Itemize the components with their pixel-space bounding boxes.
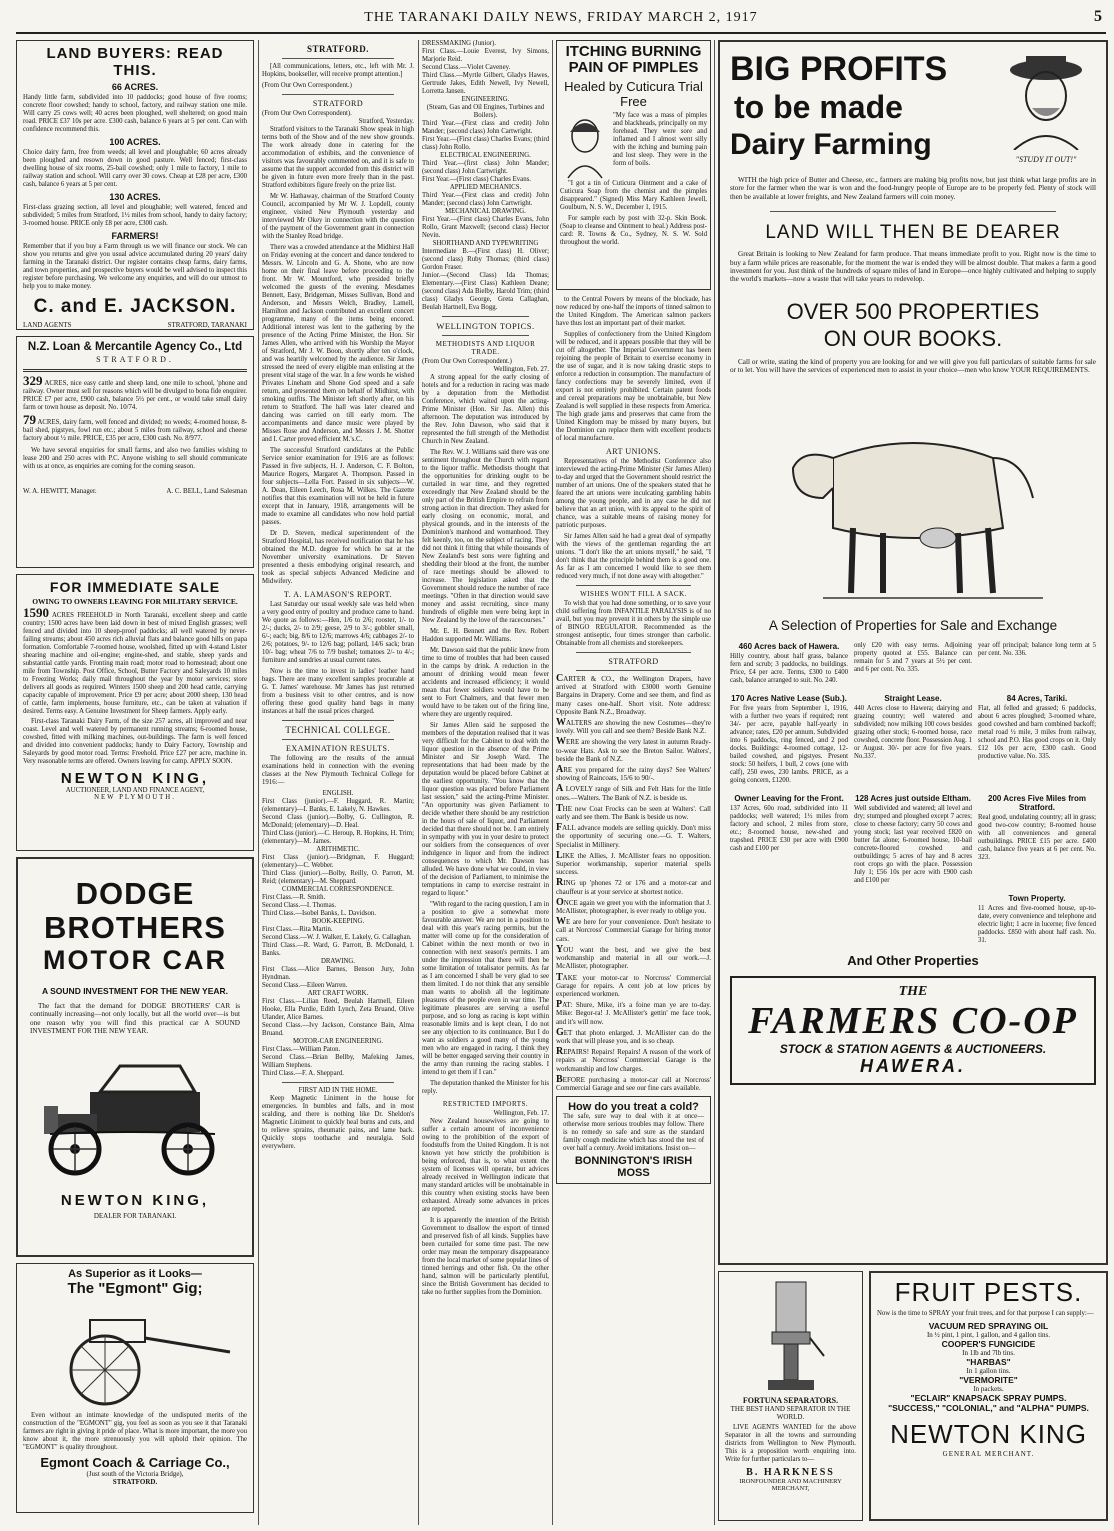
- results-item: Third Year.—(first class) John Mander; (second class) John Cartwright.: [422, 160, 549, 175]
- article-paragraph: "With regard to the racing question, I am in a position to give a somewhat more favourable answer. We are not in a position to deal with this year's racing permits, but the matter will come up for the consideration of Cabinet within the next month or two in connection with next season's permits. I am under the impression that there will then be some limitation of totalisator permits. As far as I am concerned I shall be very glad to see them limited. I do not think that any sensible man wants to abolish all the legitimate pleasures of the people even in war time. The legitimate pleasures are serving a useful purpose, and so long as racing is kept within reasonable limits and is kept clean, I do not see any objection to its continuance. But I do want as soldiers a good many of the young men who are engaged in racing. I think they will be better engaged serving their country in the army than running the racing stables. I intend to get them if I can.": [422, 901, 549, 1076]
- section-subheading: EXAMINATION RESULTS.: [286, 744, 390, 753]
- section-heading: STRATFORD: [312, 99, 364, 108]
- product-note: In ½ pint, 1 pint, 1 gallon, and 4 gallon tins.: [926, 1331, 1051, 1339]
- firm-name: B. HARKNESS: [746, 1467, 835, 1478]
- portrait-illustration: [560, 112, 610, 180]
- results-item: Second Class.—Brian Bellby, Mafeking James, William Stephens.: [262, 1054, 414, 1069]
- article-paragraph: Representatives of the Methodist Conference also interviewed the acting-Prime Minister (Sir James Allen) to-day and urged that the Government should restrict the number of art unions. One of the speakers stated that he feared the art unions were inculcating gambling habits among the young people, and in any case he did not believe that an art union, with its appeal to the spirit of chance, was a suitable means of raising money for patriotic purposes.: [556, 458, 711, 529]
- firm-name: NEWTON KING,: [60, 770, 210, 787]
- logo-text: HAWERA.: [860, 1055, 966, 1076]
- results-heading: ART CRAFT WORK.: [307, 990, 369, 997]
- results-item: Second Class.—Ivy Jackson, Constance Bain, Alma Bruand.: [262, 1022, 414, 1037]
- classified-item: YOU want the best, and we give the best workmanship and material in all our work.—J. McAllister, photographer.: [556, 943, 711, 971]
- article-paragraph: The deputation thanked the Minister for his reply.: [422, 1080, 549, 1095]
- results-item: Third Class.—Myrtle Gilbert, Gladys Hawes, Gertrude Jakes, Edith Newell, Ivy Newell, Lorretta Jansen.: [422, 72, 549, 95]
- column-2: [262, 40, 414, 1525]
- ad-body: Now is the time to SPRAY your fruit trees, and for that purpose I can supply:—: [877, 1310, 1094, 1317]
- results-heading: ELECTRICAL ENGINEERING.: [440, 152, 531, 159]
- ad-subheadline: OVER 500 PROPERTIES ON OUR BOOKS.: [786, 298, 1040, 351]
- classified-item: GET that photo enlarged. J. McAllister can do the work that will please you, and is so cheap.: [556, 1026, 711, 1045]
- firm-town: STRATFORD.: [112, 1478, 158, 1486]
- firm-role: GENERAL MERCHANT.: [942, 1450, 1035, 1458]
- results-heading: ARITHMETIC.: [316, 846, 360, 853]
- lot-heading: FARMERS!: [111, 231, 159, 241]
- section-heading: TECHNICAL COLLEGE.: [285, 725, 391, 735]
- results-heading: FIRST AID IN THE HOME.: [298, 1087, 378, 1094]
- classified-item: WERE are showing the very latest in autumn Ready-to-wear Hats. Ask to see the Breton Sailor. Walters', beside the Bank of N.Z.: [556, 736, 711, 763]
- page-number: 5: [1094, 8, 1102, 25]
- ad-land-agents: [718, 40, 1108, 1265]
- ad-subheadline: THE BEST HAND SEPARATOR IN THE WORLD.: [730, 1405, 851, 1421]
- property-item: [854, 691, 972, 785]
- property-item: [730, 891, 848, 945]
- property-text: Hilly country, about half grass, balance fern and scrub; 3 paddocks, no buildings. Price, £4 per acre. Terms, £300 to £400 cash, balance arranged to suit. No. 240.: [730, 652, 848, 684]
- article-paragraph: The following are the results of the annual examinations held in connection with the evening classes at the New Plymouth Technical College for 1916:—: [262, 755, 414, 786]
- results-item: Intermediate B.—(First class) H. Oliver; (second class) Ruby Thomas; (third class) Gordon Fraser.: [422, 248, 549, 271]
- property-title: 460 Acres back of Hawera.: [738, 641, 840, 651]
- property-text: 11 Acres and five-roomed house, up-to-date, every convenience and telephone and electric light; 1 acre in lucerne; five fenced paddocks. £850 with about half cash. No. 31.: [978, 904, 1096, 944]
- lot-text: ACRES, nice easy cattle and sheep land, one mile to school, 'phone and railway. Owner must sell for reasons which will be divulged to bona fide enquirer. PRICE £7 per acre, £900 cash, balance 5½ per cent., or would take small dairy farm or town house as deposit. No. 10/74.: [23, 380, 247, 411]
- lot-heading: 66 ACRES.: [111, 82, 159, 92]
- dodge-logo: DODGE BROTHERS: [44, 876, 226, 945]
- lot-text: ACRES FREEHOLD in North Taranaki, excellent sheep and cattle country; 1500 acres have been laid down in best of mixed English grasses; well fenced and divided into 10 sheep-proof paddocks; all well watered by never-failing streams; about 450 acres rich alluvial flats and balance good hills on papa formation. Comfortable 7-roomed house, woolshed, fitted up with 4-stand Lister shearing machine and oil-engine; engine-shed, and stable, sheep yards and substantial cattle yards. Fronting main road; motor road to homestead; about one mile from Township. Post Office, School, Butter Factory and Saleyards 10 miles to Freezing Works; daily mail throughout the year by motor services; store delivers all goods as required. Winters 1500 sheep and 200 head cattle, carrying capacity capable of improvement. Price £9 per acre; about 2000 sheep, 130 head of cattle, farm implements, house furniture, etc., can be taken at valuation if desired. Terms easy. A Genuine Investment for Sheep farmers. Apply early.: [23, 612, 247, 715]
- property-text: year off principal; balance long term at 5 per cent. No. 336.: [978, 641, 1096, 657]
- article-paragraph: Dr D. Steven, medical superintendent of the Stratford Hospital, has received notification that he has obtained the M.D. degree for which he sat at the November university examinations. Dr Steven presented a thesis embodying original research, and took as special subjects Advanced Medicine and Midwifery.: [262, 530, 414, 585]
- woman-portrait-icon: [560, 112, 610, 180]
- logo-text: FARMERS CO-OP: [748, 999, 1078, 1042]
- results-item: First Year.—(First class) Charles Evans; (third class) John Rollo.: [422, 136, 549, 151]
- property-text: Real good, undulating country; all in grass; good two-cow country; 8-roomed house with all conveniences and general outbuildings. PRICE £15 per acre. £400 cash, balance five years at 6 per cent. No. 323.: [978, 813, 1096, 861]
- ad-headline: How do you treat a cold?: [568, 1101, 699, 1114]
- results-heading: APPLIED MECHANICS.: [449, 184, 522, 191]
- ad-cuticura: [556, 40, 711, 290]
- article-paragraph: Sir James Allen said he supposed the members of the deputation realised that it was very difficult for the Cabinet to deal with the liquor question in the absence of the Prime Minister and Sir Joseph Ward. The representations that had been made by the deputation would be placed before Cabinet at the earliest opportunity. "You know that the liquor question was placed before Parliament last session," said the acting-Prime Minister. "An opportunity was given Parliament to decide whether there should be any restriction in the hours of sale of liquor, and Parliament decided that there should not be. I am entirely in sympathy with you in your desire to protect our soldiers from the consequences of over indulgence in liquor and from the indirect consequences to which Mr. Dawson has alluded. We have done what we could, in view of the decision of Parliament, to minimise the temptations in camp to exercise restraint in regard to liquor.": [422, 722, 549, 897]
- ad-body: For sample each by post with 32-p. Skin Book. (Soap to cleanse and Ointment to heal.) Address post-card: R. Towns & Co., Sydney, N. S. W. Sold throughout the world.: [560, 215, 707, 246]
- property-title: Town Property.: [1008, 893, 1066, 903]
- article-paragraph: To wish that you had done something, or to save your child suffering from INFANTILE PARALYSIS is of no avail, but you may prevent it in others by the simple use of BINGO REGULATOR. Recommended as the strongest antiseptic, four times stronger than carbolic. Obtainable from all chemists and storekeepers.: [556, 600, 711, 647]
- article-paragraph: Mr. Dawson said that the public knew from time to time of troubles that had been caused in the camps by drink. A reduction in the amount of drinking would mean fewer accidents and increased efficiency; it would mean that fewer soldiers would have to be sent to Fort Chalmers, and that fewer men would have to be taken out of the firing line, where they are urgently required.: [422, 647, 549, 718]
- property-title: 200 Acres Five Miles from Stratford.: [988, 793, 1086, 812]
- classified-item: A LOVELY range of Silk and Felt Hats for the little ones.—Walters. The Bank of N.Z. is beside us.: [556, 783, 711, 802]
- byline: (From Our Own Correspondent).: [262, 110, 352, 117]
- results-item: Third Class.—F. A. Sheppard.: [262, 1070, 344, 1077]
- property-title: 128 Acres just outside Eltham.: [855, 793, 971, 803]
- lot-text: First-class Taranaki Dairy Farm, of the size 257 acres, all improved and near coast. Level and well watered by permanent running streams; 6-roomed house, cowshed, fitted with milking machines, out-buildings. The farm is well fenced and divided into convenient paddocks; handy to Dairy Factory, Township and Saleyards by good motor road. Terms: Freehold. Price £27 per acre, machine in. Very reasonable terms are offered. Owners leaving for camp. APPLY SOON.: [23, 718, 247, 765]
- results-heading: SHORTHAND AND TYPEWRITING: [432, 240, 539, 247]
- property-item: [854, 791, 972, 885]
- lot-heading: 100 ACRES.: [109, 137, 161, 147]
- article-paragraph: The successful Stratford candidates at the Public Service senior examination for 1916 are as follows: Passed in five subjects, H. J. Anderson, C. F. Bolton, Maurice Rogers, Margaret A. Thompson. Passed in four subjects—Lella Fort. Passed in six subjects—W. A. Dean, Eileen Leech, Rosa M. Wilkes. The Gazette notifies that this examination will not be held in future except that in January, 1918, arrangements will be made to examine all candidates who now hold partial passes.: [262, 447, 414, 526]
- article-paragraph: Keep Magnetic Liniment in the house for emergencies. In bumbles and falls, and in most scalding, and there is nothing like Dr. Sheldon's Magnetic Liniment to quickly heal burns and cuts, and to relieve sprains, rheumatic pains, and lame back. Quickly stops toothache and neuralgia. Sold everywhere.: [262, 1095, 414, 1150]
- newspaper-title: THE TARANAKI DAILY NEWS, FRIDAY MARCH 2, 1917: [364, 10, 758, 25]
- product-note: In 1lb and 7lb tins.: [962, 1349, 1015, 1357]
- ad-headline: FORTUNA SEPARATORS.: [742, 1396, 839, 1405]
- results-heading: COMMERCIAL CORRESPONDENCE.: [282, 886, 394, 893]
- results-item: Third Class (junior).—C. Heroup, R. Hopkins, H. Trim; (elementary)—M. James.: [262, 830, 414, 845]
- property-item: [978, 691, 1096, 785]
- results-list: [262, 790, 414, 1151]
- notice-text: [All communications, letters, etc., left with Mr. J. Hopkins, bookseller, will receive prompt attention.]: [262, 63, 414, 78]
- classified-item: WE are here for your convenience. Don't hesitate to call at Norcross' Commercial Garage for hiring motor cars.: [556, 916, 711, 943]
- lot-text: ACRES, dairy farm, well fenced and divided; no weeds; 4-roomed house, 8-bail shed, pigstyes, fowl run etc.; about 5 miles from railway, school and cheese factory about ½ mile. PRICE, £35 per acre, £300 cash. No. 8/977.: [23, 419, 247, 442]
- illustration-caption: "STUDY IT OUT!": [1015, 155, 1077, 164]
- results-item: Second Class.—Eileen Warren.: [262, 982, 348, 989]
- ad-headline-3: Dairy Farming: [730, 128, 932, 161]
- ad-body: WITH the high price of Butter and Cheese, etc., farmers are making big profits now, but just think what large profits are in store for the farmer when the war is won and the food-hungry people of Europe are to be properly fed. Plenty of stock will then be available at lower freights, and New Zealand farmers will coin money.: [730, 176, 1096, 201]
- results-item: First Year.—(First class) Charles Evans, John Rollo, Grant Maxwell; (second class) Hector Nevin.: [422, 216, 549, 239]
- gig-illustration: [23, 1297, 247, 1412]
- classified-item: FALL advance models are selling quickly. Don't miss the opportunity of securing one.—G. T. Walters, Specialist in Millinery.: [556, 822, 711, 849]
- results-item: Third Class.—Isobel Banks, L. Davidson.: [262, 910, 377, 917]
- property-text: only £20 with easy terms. Adjoining property quoted at £55. Balance can remain for 5 and 7 years at 5½ per cent. and 6 per cent. No. 335.: [854, 641, 972, 673]
- article-paragraph: A strong appeal for the early closing of hotels and for a reduction in racing was made by a deputation from the Methodist Conference, which waited upon the acting-Prime Minister (Hon. Sir Jas. Allen) this afternoon. The deputation was introduced by the Rev. John Dawson, who said that it represented the full strength of the Methodist Church in New Zealand.: [422, 374, 549, 445]
- lot-number: 329: [23, 373, 43, 388]
- property-item: [978, 891, 1096, 945]
- car-icon: [30, 1044, 240, 1184]
- ad-headline-2: to be made: [734, 89, 903, 125]
- ad-body: Even without an intimate knowledge of the undisputed merits of the construction of the "EGMONT" gig, you feel as soon as you see it that Taranaki farmers are right in giving it pride of place. What is more important, the more you know about it, the more strenuously you will uphold their opinion. The "EGMONT" is quality throughout.: [23, 1412, 247, 1451]
- classified-item: BEFORE purchasing a motor-car call at Norcross' Commercial Garage and see our fine cars available.: [556, 1073, 711, 1092]
- results-heading: MOTOR-CAR ENGINEERING.: [292, 1038, 384, 1045]
- ad-jackson: [16, 40, 254, 330]
- property-item: [854, 891, 972, 945]
- results-heading: ENGLISH.: [322, 790, 354, 797]
- results-item: First Class.—Rita Martin.: [262, 926, 333, 933]
- lot-text: Handy little farm, subdivided into 10 paddocks; good house of five rooms; concrete floor cowshed; handy to school, factory, and railway station one mile. Will carry 25 cows well; 40 acres been ploughed, well sheltered; on good main road. PRICE £37 10s per acre. £300 cash, balance 6 years at 5 per cent. Can with confidence recommend this.: [23, 94, 247, 133]
- property-item: [730, 639, 848, 685]
- separator-icon: [756, 1276, 826, 1394]
- property-item: [854, 639, 972, 685]
- results-item: Second Class.—W. J. Walker, E. Lakely, G. Callaghan.: [262, 934, 412, 941]
- lot-number: 79: [23, 412, 36, 427]
- product-item: "HARBAS": [966, 1357, 1011, 1367]
- results-item: First Class (junior).—Bridgman, F. Huggard; (elementary)—C. Webber.: [262, 854, 414, 869]
- salesman-name: A. C. BELL, Land Salesman: [166, 487, 247, 495]
- article-paragraph: Supplies of confectionery from the United Kingdom will be reduced, and it appears possible that they will be cut off altogether. The Imperial Government has been rejoining the people of Britain to exercise economy in the use of sugar, and it is now taking drastic steps to enforce a reduction in consumption. The manufacture of fancy confections may be severely limited, even if export is not entirely prohibited. Certain patent foods and cereal preparations may be unobtainable, but New Zealand is well supplied in these respects from America. The high grade jams and preserves that came from the United Kingdom may be missed by many buyers, but the Dominion can replace them with excellent products of local manufacture.: [556, 331, 711, 442]
- results-item: Second Class.—Violet Caveney.: [422, 64, 511, 71]
- classified-item: WALTERS are showing the new Costumes—they're lovely. Will you call and see them? Beside Bank N.Z.: [556, 717, 711, 736]
- results-item: First Class.—R. Smith.: [262, 894, 326, 901]
- column-3: [422, 40, 549, 1525]
- farmer-portrait-icon: [996, 50, 1096, 150]
- product-item: "ECLAIR" KNAPSACK SPRAY PUMPS.: [910, 1393, 1067, 1403]
- property-item: [978, 791, 1096, 885]
- firm-address: (Just south of the Victoria Bridge),: [86, 1470, 184, 1478]
- firm-role: LAND AGENTS: [23, 321, 72, 329]
- results-item: First Class.—Alice Barnes, Benson Jury, John Hyndman.: [262, 966, 414, 981]
- ad-nz-loan: [16, 336, 254, 568]
- ad-subheadline: Healed by Cuticura Trial Free: [564, 79, 703, 109]
- results-item: First Class.—Lilian Reed, Beulah Hartnell, Eileen Hooke, Ella Purdie, Edith Lynch, Zeta Bruand, Olive Ulander, Alice Barnes.: [262, 998, 414, 1021]
- article-paragraph: Stratford visitors to the Taranaki Show speak in high terms both of the Show and of the new show grounds. The work already done in catering for the accommodation of exhibits, and the convenience of visitors was favourably commented on, and it is safe to assume that the support accorded from this district will be given in future even more freely than in the past. Stratford exhibitors figure freely on the prize list.: [262, 126, 414, 189]
- product-note: In 1 gallon tins.: [966, 1367, 1011, 1375]
- ad-body: LIVE AGENTS WANTED for the above Separator in all the towns and surrounding districts from Wellington to New Plymouth. This is a proposition worth enquiring into. Write for further particulars to—: [725, 1424, 856, 1463]
- property-text: For five years from September 1, 1916, with a further two years if required; rent 34/- per acre, payable half-yearly in advance; rates, £20 per annum. Subdivided into 6 paddocks, ring fenced, and 2 pod docks. Buildings: 4-roomed cottage, 12-bailed cowshed, and pigstyes. Present stock: 50 heifers, 1 bull, 2 cows (one with calf), 250 ewes, 230 lambs. PRICE, as a going concern, £1200.: [730, 704, 848, 784]
- results-item: Third Year.—(First class and credit) John Mander; (second class) John Cartwright.: [422, 120, 549, 135]
- property-item: [730, 691, 848, 785]
- classified-item: ARE you prepared for the rainy days? See Walters' showing of Raincoats, 15/6 to 90/-.: [556, 764, 711, 783]
- section-heading: STRATFORD: [608, 657, 659, 666]
- column-rule: [258, 40, 259, 1525]
- logo-text: STOCK & STATION AGENTS & AUCTIONEERS.: [779, 1041, 1047, 1056]
- classified-list: [556, 675, 711, 1092]
- section-subheading: RESTRICTED IMPORTS.: [442, 1100, 529, 1108]
- ad-body: "My face was a mass of pimples and blackheads, principally on my forehead. They were sore and inflamed and I almost went silly with the itching and burning pain and lost sleep. They were in the form of boils.: [613, 112, 707, 167]
- lot-heading: 130 ACRES.: [109, 192, 161, 202]
- ad-body: The fact that the demand for DODGE BROTHERS' CAR is continually increasing—not only locally, but all the world over—is but one reason why you will find this practical car A SOUND INVESTMENT FOR THE NEW YEAR.: [30, 1002, 240, 1036]
- dateline: Stratford, Yesterday.: [358, 118, 414, 125]
- ad-egmont-gig: [16, 1263, 254, 1513]
- lot-text: Remember that if you buy a Farm through us we will finance our stock. We can show you returns and give you usual advice accumulated during 20 years' dairy farming in the Taranaki district. Our register contains cheap farms, dairy farms, and town properties, and prospective buyers would be well advised to inspect this register before purchasing. We welcome any enquiries, and will do our utmost to help you to make money.: [23, 243, 247, 290]
- results-item: First Year.—(First class) Charles Evans.: [422, 176, 531, 183]
- product-item: "VERMORITE": [959, 1375, 1018, 1385]
- product-note: In packets.: [973, 1385, 1004, 1393]
- article-paragraph: Last Saturday our usual weekly sale was held when a very good entry of poultry and produce came to hand. We quote as follows:—Hen, 1/6 to 2/6; rooster, 1/- to 2/-; ducks, 2/- to 2/9; geese, 2/9 to 3/-; gobbler small, 6/-; each; big, 8/6 to 12/6; marrows 4/6; cabbages 2/- to 2/6; potatoes, 9/- to 12/6 bag; pollard, 14/6 sack; bran 10/- bag; wheat 7/6 to 7/9 bushel; tomatoes 2/- to 4/-; furniture and sundries at usual current rates.: [262, 601, 414, 664]
- column-4: [556, 40, 711, 1525]
- lot-text: First-class grazing section, all level and ploughable; well watered, fenced and subdivided; 5 miles from Stratford, 1½ miles from school, handy to dairy factory; 3-roomed house. PRICE only £8 per acre, £300 cash.: [23, 204, 247, 227]
- results-item: First Class.—William Paton.: [262, 1046, 341, 1053]
- ad-fortuna: [718, 1271, 863, 1521]
- dealer-name: NEWTON KING,: [60, 1191, 210, 1209]
- results-item: Third Class (junior).—Bolby, Reilly, O. Parrott, M. Reid; (elementary)—M. Sheppard.: [262, 870, 414, 885]
- article-paragraph: There was a crowded attendance at the Midhirst Hall on Friday evening at the concert and dance tendered to Messrs. W. Lincoln and G. A. Shone, who are now home on their final leave before proceeding to the front. Mr W. Mountford, who presided briefly welcomed the guests of the evening. Mesdames Bennett, Easy, Bridgeman, Misses Sullivan, Bond and Anderson, and Messrs Welch, Bradley, Lamell, Hamilton and Jackson contributed an excellent concert programme, many of the items being encored. Additional interest was lent to the gathering by the presence of the Acting Prime Minister, the Hon. Sir James Allen, who arrived with his Worship the Mayor of Stratford, Mr J. W. Boon, shortly after ten o'clock, and was heartily welcomed by the audience. Sir James stressed the need of every eligible man enlisting at the present vital stage of the war. In a few words he wished Privates Lineham and Shone God speed and a safe return, and presented them on behalf of Midhirst, with smoking outfits. The Minister left shortly after, on his return to Stratford. The hall was later cleared and dancing was carried on till early morn. The accompaniments and dance music were played by Misses Rose and Anderson, and Messrs J. M. Shotter and I. Carter proved efficient M.'s.C.: [262, 244, 414, 443]
- ad-body: Great Britain is looking to New Zealand for farm produce. That means immediate profit to you. Right now is the time to buy a farm while prices are reasonable, for the moment the war is ended they will be almost double. That makes a farm a good investment for you. Just think of the hundreds of square miles of land in Europe—once highly cultivated and helping to supply the world's markets—now a waste that will take years to redevelop.: [730, 250, 1096, 284]
- lot-text: Choice dairy farm, free from weeds; all level and ploughable; 60 acres already been ploughed and resown down in good pasture. Well fenced; first-class dwelling house of six rooms, 25-bail cowshed; only 1 mile to factory, 1 mile to railway station and school. Will carry over 30 cows. Cheap at £28 per acre, £300 cash, balance 6 years at 5 per cent.: [23, 149, 247, 188]
- section-subheading: ART UNIONS.: [605, 447, 662, 456]
- product-list: [877, 1321, 1100, 1413]
- property-list: [730, 639, 1096, 945]
- firm-name: NEWTON KING: [890, 1419, 1087, 1449]
- results-heading: BOOK-KEEPING.: [311, 918, 365, 925]
- article-paragraph: Sir James Allen said he had a great deal of sympathy with the views of the gentleman regarding the art unions. "I don't like the art unions myself," he said, "I don't think that the principle behind them is a good one. As far as I am concerned I would like to see them reduced very much, if not done away with altogether.": [556, 533, 711, 580]
- ad-bonningtons: [556, 1096, 711, 1184]
- results-item: Third Year.—(First class and credit) John Mander; (second class) John Cartwright.: [422, 192, 549, 207]
- dateline: Wellington, Feb. 27.: [493, 366, 549, 373]
- dateline: Wellington, Feb. 17.: [493, 1110, 549, 1117]
- firm-name: C. and E. JACKSON.: [33, 296, 237, 317]
- product-item: VACUUM RED SPRAYING OIL: [928, 1321, 1049, 1331]
- ad-headline: FOR IMMEDIATE SALE: [49, 579, 221, 595]
- product-item: COOPER'S FUNGICIDE: [941, 1339, 1036, 1349]
- firm-role: IRONFOUNDER AND MACHINERY MERCHANT,: [739, 1478, 842, 1492]
- ad-tagline: A SOUND INVESTMENT FOR THE NEW YEAR.: [41, 986, 229, 996]
- manager-name: W. A. HEWITT, Manager.: [23, 487, 97, 495]
- firm-town: STRATFORD.: [96, 355, 174, 364]
- results-item: First Class.—Louie Everest, Ivy Simons, Marjorie Reid.: [422, 48, 549, 63]
- ad-fruit-pests: [869, 1271, 1108, 1521]
- property-title: 84 Acres, Tariki.: [1006, 693, 1068, 703]
- section-heading: STRATFORD.: [306, 44, 370, 54]
- farmers-coop-logo: [730, 976, 1096, 1085]
- section-heading: WELLINGTON TOPICS.: [436, 321, 535, 331]
- article-paragraph: Mr. E. H. Bennett and the Rev. Robert Haddon supported Mr. Williams.: [422, 628, 549, 643]
- column-rule: [714, 40, 715, 1525]
- results-item: Second Class.—I. Thomas.: [262, 902, 337, 909]
- lot-number: 1590: [23, 605, 49, 620]
- logo-text: THE: [898, 983, 928, 999]
- byline: (From Our Own Correspondent.): [262, 82, 352, 89]
- ad-headline: LAND BUYERS: READ THIS.: [46, 45, 224, 79]
- car-illustration: [30, 1044, 240, 1184]
- byline: (From Our Own Correspondent.): [422, 358, 512, 365]
- section-heading: A Selection of Properties for Sale and Exchange: [768, 617, 1058, 633]
- property-item: [730, 791, 848, 885]
- section-subheading: METHODISTS AND LIQUOR TRADE.: [435, 340, 536, 356]
- classified-item: PAT: Shure, Mike, it's a foine man ye are to-day. Mike: Begor-ra! J. McAllister's gettin' me face took, and it's will now.: [556, 999, 711, 1026]
- product-name: BONNINGTON'S IRISH MOSS: [574, 1155, 693, 1180]
- ad-immediate-sale: [16, 574, 254, 851]
- cow-illustration: [730, 378, 1096, 618]
- article-paragraph: New Zealand housewives are going to suffer a certain amount of inconvenience owing to the prohibition of the export of foodstuffs from the United Kingdom. It is not known yet how strictly the prohibition is being enforced, that is, to what extent the system of licenses will operate, but advices already received in Wellington indicate that many standard articles will be unobtainable in this country when existing stocks have been exhausted. Already some advances in prices are reported.: [422, 1118, 549, 1213]
- property-item: [978, 639, 1096, 685]
- section-heading: T. A. LAMASON'S REPORT.: [283, 590, 393, 599]
- product-item: "SUCCESS," "COLONIAL," and "ALPHA" PUMPS.: [888, 1403, 1089, 1413]
- results-item: Junior.—(Second Class) Ida Thomas; Elementary.—(First Class) Kathleen Deane; (second class) Ada Bielby, Harold Trim; (third class) Gladys George, Greta Callaghan, Beulah Hartnell, Eva Bogg.: [422, 272, 549, 311]
- firm-town: STRATFORD, TARANAKI: [167, 321, 247, 329]
- ad-subheadline: The "Egmont" Gig;: [67, 1280, 203, 1297]
- column-1: [16, 40, 254, 1525]
- article-paragraph: The Rev. W. J. Williams said there was one sentiment throughout the Church with regard to the liquor traffic. Methodists thought that the opportunities for drinking ought to be curtailed in war time, and they regretted exceedingly that New Zealand should be the only part of the British Empire to refrain from strong action in that direction. They asked for early closing on economic, moral, and physical grounds, and in the interests of the Dominion's manhood and womanhood. They felt keenly, too, on the subject of racing. They did not think it fitting that while thousands of New Zealand's best sons were fighting and shedding their blood at the front, the number of race meetings should be allowed to increase. The legislation asked that the Government should reduce the number of race meetings. "Often in that direction would save money and assist recruiting, since many hundreds of eligible men were being kept in New Zealand by the love of the racecourses.": [422, 449, 549, 624]
- results-heading: (Steam, Gas and Oil Engines, Turbines and Boilers).: [426, 104, 545, 119]
- section-subheading: WISHES WON'T FILL A SACK.: [580, 590, 687, 598]
- notice-text: We have several enquiries for small farms, and also two families wishing to lease 200 and 250 acres with P.C. Anyone wishing to sell should communicate with us at once, as enquiries are coming for the coming season.: [23, 447, 247, 470]
- property-text: Flat, all felled and grassed; 6 paddocks, about 6 acres ploughed; 3-roomed whare, good cowshed and barn combined backoff; metal road ½ mile, 3 miles from railway, school and P.O. Has good crops on it. Only £12 10s per acre, £300 cash. Good productive value. No. 335.: [978, 704, 1096, 760]
- results-heading: DRESSMAKING (Junior).: [422, 40, 497, 47]
- ad-headline: FRUIT PESTS.: [894, 1277, 1083, 1307]
- column-rule: [418, 40, 419, 1525]
- classified-item: THE new Coat Frocks can be seen at Walters'. Call early and see them. The Bank is beside us now.: [556, 802, 711, 822]
- column-rule: [552, 40, 553, 1525]
- classified-item: RING up 'phones 72 or 176 and a motor-car and chauffeur is at your service at shortest notice.: [556, 877, 711, 896]
- article-paragraph: It is apparently the intention of the British Government to disallow the export of tinned and preserved fish of all kinds. Supplies have been curtailed for some time past. The new order may mean the temporary disappearance from the local market of some popular lines of tinned herrings and other fish. On the other hand, salmon will be particularly plentiful, since the British Government has decided to take no further supplies from the Dominion.: [422, 1217, 549, 1296]
- classified-item: CARTER & CO., the Wellington Drapers, have arrived at Stratford with £3000 worth Genuine Bargains in Drapery. Come and see them, and find as many cases one-half. Short visit. Note address: Opposite Bank N.Z., Broadway.: [556, 673, 711, 716]
- ad-headline: BIG PROFITS: [730, 50, 948, 88]
- ad-dodge-brothers: [16, 857, 254, 1257]
- results-heading: DRAWING.: [320, 958, 355, 965]
- results-list: [422, 48, 549, 312]
- firm-town: NEW PLYMOUTH.: [94, 794, 176, 801]
- column-5: [718, 40, 1108, 1525]
- article-paragraph: Now is the time to invest in ladies' leather hand bags. There are many excellent samples procurable at G. T. James' warehouse. Mr James has just returned from a business visit to other centres, and is now offering these good quality hand bags in many instances at half the usual prices charged.: [262, 668, 414, 715]
- sale-reason: OWING TO OWNERS LEAVING FOR MILITARY SERVICE.: [32, 597, 238, 606]
- ad-body: "I got a tin of Cuticura Ointment and a cake of Cuticura Soap from the chemist and the pimples disappeared." (Signed) Miss Mary Kathleen Jewell, Goulburn, N. S. W., December 1, 1915.: [560, 180, 707, 211]
- article-paragraph: Mr W. Hathaway, chairman of the Stratford County Council, accompanied by Mr W. J. Lopdell, county engineer, visited New Plymouth yesterday and interviewed Mr Okey in connection with the question of the payment of the Government grant in connection with the Stanley Road bridge.: [262, 193, 414, 240]
- ad-headline: As Superior as it Looks—: [68, 1268, 202, 1280]
- firm-name: Egmont Coach & Carriage Co.,: [40, 1455, 230, 1470]
- dealer-role: DEALER FOR TARANAKI.: [93, 1211, 177, 1220]
- results-heading: ENGINEERING.: [461, 96, 510, 103]
- firm-name: N.Z. Loan & Mercantile Agency Co., Ltd: [27, 341, 243, 353]
- classified-item: LIKE the Allies, J. McAllister fears no opposition. Superior workmanship, superior material spells success.: [556, 849, 711, 877]
- results-item: Second Class (junior).—Bolby, G. Cullington, R. McDonald; (elementary)—D. Heal.: [262, 814, 414, 829]
- ad-footer: And Other Properties: [847, 952, 979, 968]
- results-item: First Class (junior).—F. Huggard, R. Martin; (elementary)—I. Banks, E. Lakely, N. Hawkes.: [262, 798, 414, 813]
- property-text: Well subdivided and watered; all level and dry; stumped and ploughed except 7 acres; close to cheese factory; carry 50 cows and young stock; last year received £820 on butter fat alone; 6-roomed house, 10-bail concrete-floored cowshed and outbuildings; 5 acres of hay and 8 acres root crops go with the place. Possession July 1; £56 10s per acre with £900 cash and £100 per: [854, 804, 972, 884]
- motor-car-title: MOTOR CAR: [43, 945, 227, 975]
- masthead: [16, 8, 1106, 34]
- property-title: Owner Leaving for the Front.: [734, 793, 844, 803]
- property-text: 137 Acres, 60o road, subdivided into 11 paddocks; well watered; 1½ miles from factory and school, 2 miles from store, etc.; 8-roomed house, new-shed and trapshed. PRICE £30 per acre with £900 cash and £100 per: [730, 804, 848, 852]
- article-paragraph: to the Central Powers by means of the blockade, has now reduced by one-half the imports of tinned salmon to the United Kingdom. The American salmon packers have thus lost an important part of their market.: [556, 296, 711, 327]
- classified-item: TAKE your motor-car to Norcross' Commercial Garage for repairs. A cent job at low prices by experienced workmen.: [556, 971, 711, 998]
- gig-icon: [35, 1300, 235, 1410]
- ad-subheadline: LAND WILL THEN BE DEARER: [765, 222, 1061, 244]
- results-heading: MECHANICAL DRAWING.: [445, 208, 526, 215]
- property-title: Straight Lease.: [884, 693, 942, 703]
- ad-body: The safe, sure way to deal with it at once—otherwise more serious troubles may follow. There is no remedy so safe and sure as the standard family cough medicine which has stood the test of over half a century. Avoid imitations. Insist on—: [563, 1113, 704, 1153]
- property-title: 170 Acres Native Lease (Sub.).: [731, 693, 847, 703]
- cow-icon: [763, 388, 1063, 608]
- property-text: 440 Acres close to Hawera; dairying and grazing country; well watered and subdivided; now milking 100 cows besides grazing other stock; 6-roomed house, race cowshed, concrete floor. Possession Aug. 1 or August. 30/- per acre for five years. No.337.: [854, 704, 972, 760]
- results-item: Third Class.—R. Ward, G. Parrott, B. McDonald, I. Banks.: [262, 942, 414, 957]
- ad-body: Call or write, stating the kind of property you are looking for and we will give you full particulars of suitable farms for sale or to let. You will have the services of experienced men to assist in your choice—men who know YOUR REQUIREMENTS.: [730, 357, 1096, 375]
- classified-item: ONCE again we greet you with the information that J. McAllister, photographer, is ever ready to oblige you.: [556, 896, 711, 916]
- classified-item: REPAIRS! Repairs! Repairs! A reason of the work of repairs at Norcross' Commercial Garage is the workmanship and low charges.: [556, 1046, 711, 1073]
- ad-headline: ITCHING BURNING PAIN OF PIMPLES: [565, 43, 702, 76]
- firm-role: AUCTIONEER, LAND AND FINANCE AGENT,: [65, 787, 205, 794]
